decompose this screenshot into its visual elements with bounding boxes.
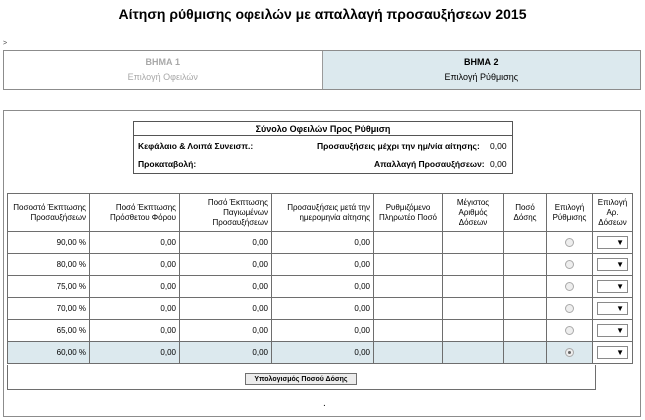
fixed-discount: 0,00 xyxy=(180,254,272,276)
relief-label: Απαλλαγή Προσαυξήσεων: xyxy=(374,159,485,169)
plan-radio[interactable] xyxy=(565,326,574,335)
installment-count-select[interactable] xyxy=(597,258,628,271)
installment-amount xyxy=(504,342,547,364)
count-select-cell xyxy=(593,342,633,364)
step-1-number: ΒΗΜΑ 1 xyxy=(145,57,180,67)
header-select-plan: Επιλογή Ρύθμισης xyxy=(547,194,593,232)
summary-title: Σύνολο Οφειλών Προς Ρύθμιση xyxy=(134,122,512,136)
plan-radio-cell xyxy=(547,232,593,254)
step-2-number: ΒΗΜΑ 2 xyxy=(463,57,499,67)
tax-discount: 0,00 xyxy=(90,276,180,298)
step-1-tab[interactable] xyxy=(4,51,323,89)
count-select-cell xyxy=(593,320,633,342)
plan-radio-cell xyxy=(547,320,593,342)
surcharges-after: 0,00 xyxy=(272,298,374,320)
plan-radio-cell xyxy=(547,298,593,320)
count-select-cell xyxy=(593,254,633,276)
payable-amount xyxy=(374,298,443,320)
discount-pct: 60,00 % xyxy=(8,342,90,364)
surcharges-after: 0,00 xyxy=(272,232,374,254)
payable-amount xyxy=(374,342,443,364)
summary-row-2 xyxy=(134,154,512,172)
header-discount-pct: Ποσοστό Έκπτωσης Προσαυξήσεων xyxy=(8,194,90,232)
installment-count-select[interactable] xyxy=(597,346,628,359)
installment-amount xyxy=(504,276,547,298)
page-title: Αίτηση ρύθμισης οφειλών με απαλλαγή προσαυξήσεων 2015 xyxy=(118,6,527,22)
max-installments xyxy=(443,276,504,298)
plan-radio[interactable] xyxy=(565,282,574,291)
max-installments xyxy=(443,254,504,276)
plan-radio-selected[interactable] xyxy=(565,348,574,357)
header-surcharges-after: Προσαυξήσεις μετά την ημερομηνία αίτησης xyxy=(272,194,374,232)
table-row xyxy=(8,232,633,254)
fixed-discount: 0,00 xyxy=(180,276,272,298)
installment-amount xyxy=(504,254,547,276)
header-fixed-discount: Ποσό Έκπτωσης Παγιωμένων Προσαυξήσεων xyxy=(180,194,272,232)
header-select-count: Επιλογή Αρ. Δόσεων xyxy=(593,194,633,232)
chevron-down-icon: ▼ xyxy=(616,282,624,291)
chevron-down-icon: ▼ xyxy=(616,260,624,269)
max-installments xyxy=(443,320,504,342)
fixed-discount: 0,00 xyxy=(180,320,272,342)
plan-radio-cell xyxy=(547,276,593,298)
discount-pct: 90,00 % xyxy=(8,232,90,254)
installment-amount xyxy=(504,298,547,320)
chevron-down-icon: ▼ xyxy=(616,304,624,313)
fixed-discount: 0,00 xyxy=(180,342,272,364)
installment-amount xyxy=(504,320,547,342)
tax-discount: 0,00 xyxy=(90,342,180,364)
relief-value: 0,00 xyxy=(490,159,507,169)
chevron-down-icon: ▼ xyxy=(616,238,624,247)
table-row xyxy=(8,320,633,342)
surcharges-after: 0,00 xyxy=(272,342,374,364)
plan-radio[interactable] xyxy=(565,260,574,269)
installment-amount xyxy=(504,232,547,254)
chevron-down-icon: ▼ xyxy=(616,326,624,335)
wizard-steps xyxy=(3,50,641,90)
count-select-cell xyxy=(593,276,633,298)
plan-radio[interactable] xyxy=(565,304,574,313)
plan-radio-cell xyxy=(547,342,593,364)
discount-pct: 80,00 % xyxy=(8,254,90,276)
max-installments xyxy=(443,342,504,364)
surcharges-after: 0,00 xyxy=(272,276,374,298)
step-2-tab[interactable] xyxy=(323,51,641,89)
downpayment-label: Προκαταβολή: xyxy=(138,159,197,169)
payable-amount xyxy=(374,276,443,298)
header-installment-amount: Ποσό Δόσης xyxy=(504,194,547,232)
header-payable-amount: Ρυθμιζόμενο Πληρωτέο Ποσό xyxy=(374,194,443,232)
tax-discount: 0,00 xyxy=(90,254,180,276)
plan-radio-cell xyxy=(547,254,593,276)
payable-amount xyxy=(374,232,443,254)
installment-count-select[interactable] xyxy=(597,302,628,315)
discount-pct: 75,00 % xyxy=(8,276,90,298)
installment-count-select[interactable] xyxy=(597,236,628,249)
discount-pct: 65,00 % xyxy=(8,320,90,342)
installment-count-select[interactable] xyxy=(597,280,628,293)
surcharges-value: 0,00 xyxy=(490,141,507,151)
count-select-cell xyxy=(593,298,633,320)
calculate-installment-button[interactable]: Υπολογισμός Ποσού Δόσης xyxy=(245,373,357,385)
header-max-installments: Μέγιστος Αριθμός Δόσεων xyxy=(443,194,504,232)
installment-count-select[interactable] xyxy=(597,324,628,337)
count-select-cell xyxy=(593,232,633,254)
installment-options-table xyxy=(7,193,633,364)
capital-label: Κεφάλαιο & Λοιπά Συνεισπ.: xyxy=(138,141,254,151)
surcharges-after: 0,00 xyxy=(272,320,374,342)
plan-radio[interactable] xyxy=(565,238,574,247)
step-2-label: Επιλογή Ρύθμισης xyxy=(444,72,519,82)
discount-pct: 70,00 % xyxy=(8,298,90,320)
header-tax-discount: Ποσό Έκπτωσης Πρόσθετου Φόρου xyxy=(90,194,180,232)
step-1-label: Επιλογή Οφειλών xyxy=(127,72,198,82)
max-installments xyxy=(443,298,504,320)
small-marker: > xyxy=(3,40,8,47)
table-row xyxy=(8,254,633,276)
tax-discount: 0,00 xyxy=(90,298,180,320)
surcharges-after: 0,00 xyxy=(272,254,374,276)
table-row xyxy=(8,298,633,320)
payable-amount xyxy=(374,320,443,342)
surcharges-label: Προσαυξήσεις μέχρι την ημ/νία αίτησης: xyxy=(317,141,480,151)
fixed-discount: 0,00 xyxy=(180,298,272,320)
summary-box xyxy=(133,121,513,174)
max-installments xyxy=(443,232,504,254)
payable-amount xyxy=(374,254,443,276)
tax-discount: 0,00 xyxy=(90,232,180,254)
summary-row-1 xyxy=(134,136,512,154)
table-row xyxy=(8,276,633,298)
chevron-down-icon: ▼ xyxy=(616,348,624,357)
table-header-row xyxy=(8,194,633,232)
tax-discount: 0,00 xyxy=(90,320,180,342)
table-row-selected xyxy=(8,342,633,364)
footer-dot: . xyxy=(323,398,326,409)
fixed-discount: 0,00 xyxy=(180,232,272,254)
